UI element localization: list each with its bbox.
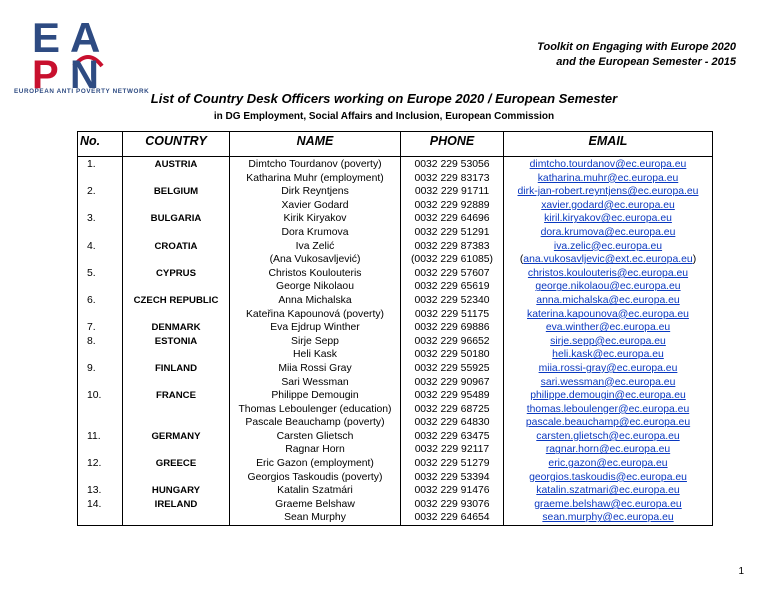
email-link[interactable]: katerina.kapounova@ec.europa.eu [527, 308, 689, 320]
email-link[interactable]: heli.kask@ec.europa.eu [552, 349, 664, 361]
email-line [506, 348, 710, 362]
email-line [506, 335, 710, 349]
country-name: CYPRUS [156, 267, 196, 279]
row-number [80, 199, 120, 213]
email-link[interactable]: sean.murphy@ec.europa.eu [542, 512, 674, 524]
email-link[interactable]: miia.rossi-gray@ec.europa.eu [538, 362, 678, 374]
officer-name: Thomas Leboulenger (education) [238, 403, 392, 415]
email-line [506, 226, 710, 240]
officer-name: Sean Murphy [284, 512, 346, 524]
country-name [125, 443, 227, 457]
row-number [80, 416, 120, 430]
row-number: 1. [87, 159, 96, 170]
country-name [125, 253, 227, 267]
phone-number: 0032 229 52340 [414, 294, 490, 306]
email-column [504, 157, 713, 526]
email-line [506, 403, 710, 417]
officer-name: Miia Rossi Gray [278, 362, 352, 374]
phone-column [401, 157, 504, 526]
email-link[interactable]: kiril.kiryakov@ec.europa.eu [544, 213, 672, 225]
officer-name: Kirik Kiryakov [283, 213, 347, 225]
phone-number: 0032 229 65619 [414, 281, 490, 293]
phone-number: 0032 229 51279 [414, 458, 490, 470]
country-name: FRANCE [156, 390, 196, 402]
phone-number: 0032 229 50180 [414, 349, 490, 361]
email-link[interactable]: eric.gazon@ec.europa.eu [548, 458, 668, 470]
name-column [230, 157, 401, 526]
officer-name: Katalin Szatmári [277, 485, 353, 497]
row-number: 12. [87, 458, 102, 470]
page-subtitle: in DG Employment, Social Affairs and Inclusion, European Commission [213, 111, 555, 122]
country-name [125, 308, 227, 322]
row-number [80, 280, 120, 294]
logo-letter-a: A [70, 14, 101, 61]
email-link[interactable]: sari.wessman@ec.europa.eu [540, 376, 676, 388]
table-header-row [78, 132, 713, 157]
phone-number: 0032 229 57607 [414, 267, 490, 279]
row-number: 2. [87, 186, 96, 198]
officer-name: Xavier Godard [281, 199, 349, 211]
page-number: 1 [738, 566, 744, 577]
country-name: ESTONIA [154, 335, 198, 347]
officer-name: Heli Kask [293, 349, 337, 361]
row-number: 10. [87, 390, 102, 402]
email-line [506, 253, 710, 267]
email-link[interactable]: ana.vukosavljevic@ext.ec.europa.eu [523, 254, 693, 266]
country-name: BULGARIA [150, 213, 202, 225]
phone-number: 0032 229 53394 [414, 471, 490, 483]
email-link[interactable]: philippe.demougin@ec.europa.eu [530, 390, 686, 402]
row-number [80, 308, 120, 322]
email-line [506, 158, 710, 172]
number-column [78, 157, 123, 526]
email-line [506, 362, 710, 376]
header-name: NAME [230, 132, 401, 157]
phone-number: 0032 229 53056 [414, 159, 490, 170]
logo-letter-e: E [32, 14, 61, 61]
email-line [506, 321, 710, 335]
country-name [125, 199, 227, 213]
officer-name: Sirje Sepp [291, 335, 339, 347]
row-number: 3. [87, 213, 96, 225]
country-name: CROATIA [154, 240, 198, 252]
header-email: EMAIL [504, 132, 713, 157]
row-number: 11. [87, 430, 101, 442]
officer-name: Ragnar Horn [285, 444, 345, 456]
country-name: IRELAND [154, 498, 198, 510]
email-line [506, 240, 710, 254]
email-link[interactable]: graeme.belshaw@ec.europa.eu [534, 498, 682, 510]
officer-name: Philippe Demougin [271, 390, 359, 402]
email-line [506, 511, 710, 525]
eapn-logo-graphic [22, 10, 172, 100]
country-name: BELGIUM [153, 186, 199, 198]
country-name [125, 511, 227, 525]
email-line [506, 443, 710, 457]
officer-name: Georgios Taskoudis (poverty) [247, 471, 383, 483]
email-line [506, 471, 710, 485]
officer-name: Dirk Reyntjens [281, 186, 349, 198]
phone-number: 0032 229 64830 [414, 417, 490, 429]
country-name: GERMANY [151, 430, 201, 442]
email-link[interactable]: pascale.beauchamp@ec.europa.eu [525, 417, 691, 429]
email-link[interactable]: dimtcho.tourdanov@ec.europa.eu [529, 159, 687, 170]
email-line [506, 430, 710, 444]
officer-name: Kateřina Kapounová (poverty) [245, 308, 385, 320]
phone-number: 0032 229 92889 [414, 199, 490, 211]
phone-number: 0032 229 93076 [414, 498, 490, 510]
email-line [506, 294, 710, 308]
header-phone: PHONE [401, 132, 504, 157]
country-name [125, 348, 227, 362]
officer-name: Graeme Belshaw [275, 498, 355, 510]
email-line [506, 199, 710, 213]
row-number [80, 443, 120, 457]
document-header [537, 40, 736, 70]
email-link[interactable]: christos.koulouteris@ec.europa.eu [527, 267, 689, 279]
email-line [506, 457, 710, 471]
phone-number: 0032 229 87383 [414, 240, 490, 252]
row-number [80, 348, 120, 362]
country-name [125, 226, 227, 240]
logo-letter-p: P [32, 53, 59, 97]
header-no: No. [78, 132, 123, 157]
officer-name: Christos Koulouteris [268, 267, 362, 279]
row-number [80, 511, 120, 525]
email-link[interactable]: eva.winther@ec.europa.eu [545, 322, 671, 334]
country-name [125, 376, 227, 390]
email-line [506, 389, 710, 403]
row-number [80, 376, 120, 390]
header-country: COUNTRY [123, 132, 230, 157]
email-paren-close: ) [692, 254, 697, 266]
page-title: List of Country Desk Officers working on Europe 2020 / European Semester [150, 91, 618, 106]
country-name: HUNGARY [151, 485, 201, 497]
country-name [125, 416, 227, 430]
officer-name: Sari Wessman [281, 376, 349, 388]
row-number [80, 226, 120, 240]
email-link[interactable]: iva.zelic@ec.europa.eu [553, 240, 663, 252]
row-number: 9. [87, 362, 96, 374]
email-line [506, 376, 710, 390]
desk-officers-table [77, 131, 713, 526]
country-name: CZECH REPUBLIC [133, 294, 219, 306]
header-line-2: and the European Semester - 2015 [556, 56, 736, 68]
phone-number: 0032 229 90967 [414, 376, 490, 388]
officer-name: Dora Krumova [281, 226, 349, 238]
email-link[interactable]: ragnar.horn@ec.europa.eu [545, 444, 671, 456]
officer-name: Anna Michalska [278, 294, 352, 306]
phone-number: 0032 229 51175 [414, 308, 490, 320]
email-line [506, 172, 710, 186]
phone-number: 0032 229 55925 [414, 362, 490, 374]
email-line [506, 416, 710, 430]
officer-name: Iva Zelić [295, 240, 335, 252]
email-line [506, 212, 710, 226]
email-link[interactable]: dirk-jan-robert.reyntjens@ec.europa.eu [517, 186, 699, 198]
officer-name: Eva Ejdrup Winther [270, 322, 360, 334]
email-link[interactable]: carsten.glietsch@ec.europa.eu [536, 430, 680, 442]
country-name: DENMARK [151, 322, 201, 334]
officer-name: Pascale Beauchamp (poverty) [245, 417, 385, 429]
phone-number: (0032 229 61085) [410, 254, 494, 266]
header-line-1: Toolkit on Engaging with Europe 2020 [537, 41, 736, 53]
row-number: 4. [87, 240, 96, 252]
country-name: FINLAND [154, 362, 198, 374]
country-name: AUSTRIA [154, 159, 198, 170]
email-link[interactable]: sirje.sepp@ec.europa.eu [550, 335, 666, 347]
phone-number: 0032 229 91476 [414, 485, 490, 497]
email-line [506, 308, 710, 322]
eapn-logo [22, 10, 172, 100]
row-number: 13. [87, 485, 102, 497]
email-link[interactable]: xavier.godard@ec.europa.eu [541, 199, 675, 211]
row-number: 8. [87, 335, 96, 347]
row-number: 5. [87, 267, 96, 279]
email-link[interactable]: katharina.muhr@ec.europa.eu [537, 172, 679, 184]
phone-number: 0032 229 69886 [414, 322, 490, 334]
row-number [80, 172, 120, 186]
country-column [123, 157, 230, 526]
email-link[interactable]: thomas.leboulenger@ec.europa.eu [526, 403, 690, 415]
phone-number: 0032 229 63475 [414, 430, 490, 442]
phone-number: 0032 229 92117 [414, 444, 490, 456]
officer-name: Carsten Glietsch [276, 430, 354, 442]
officer-name: Katharina Muhr (employment) [246, 172, 384, 184]
officer-name: George Nikolaou [276, 281, 354, 293]
logo-network-name: EUROPEAN ANTI POVERTY NETWORK [14, 88, 150, 95]
phone-number: 0032 229 95489 [414, 390, 490, 402]
country-name [125, 471, 227, 485]
email-link[interactable]: dora.krumova@ec.europa.eu [540, 226, 676, 238]
row-number [80, 471, 120, 485]
email-line [506, 185, 710, 199]
email-line [506, 484, 710, 498]
email-link[interactable]: katalin.szatmari@ec.europa.eu [536, 485, 680, 497]
country-name [125, 172, 227, 186]
row-number [80, 403, 120, 417]
country-name [125, 280, 227, 294]
row-number [80, 253, 120, 267]
country-name [125, 403, 227, 417]
row-number: 6. [87, 294, 96, 306]
country-name: GREECE [155, 458, 197, 470]
email-link[interactable]: georgios.taskoudis@ec.europa.eu [529, 471, 687, 483]
officer-name: Eric Gazon (employment) [256, 458, 374, 470]
phone-number: 0032 229 68725 [414, 403, 490, 415]
logo-letter-n: N [70, 53, 99, 97]
row-number: 14. [87, 498, 102, 510]
email-link[interactable]: anna.michalska@ec.europa.eu [536, 294, 680, 306]
officer-name: (Ana Vukosavljević) [269, 254, 361, 266]
phone-number: 0032 229 91711 [414, 186, 490, 198]
email-line [506, 280, 710, 294]
email-line [506, 498, 710, 512]
email-paren-open: ( [519, 254, 524, 266]
email-link[interactable]: george.nikolaou@ec.europa.eu [535, 281, 681, 293]
phone-number: 0032 229 83173 [414, 172, 490, 184]
phone-number: 0032 229 51291 [414, 226, 490, 238]
officer-name: Dimtcho Tourdanov (poverty) [248, 159, 382, 170]
phone-number: 0032 229 64654 [414, 512, 490, 524]
phone-number: 0032 229 96652 [414, 335, 490, 347]
row-number: 7. [87, 322, 96, 334]
phone-number: 0032 229 64696 [414, 213, 490, 225]
table-body-row [78, 157, 713, 526]
email-line [506, 267, 710, 281]
